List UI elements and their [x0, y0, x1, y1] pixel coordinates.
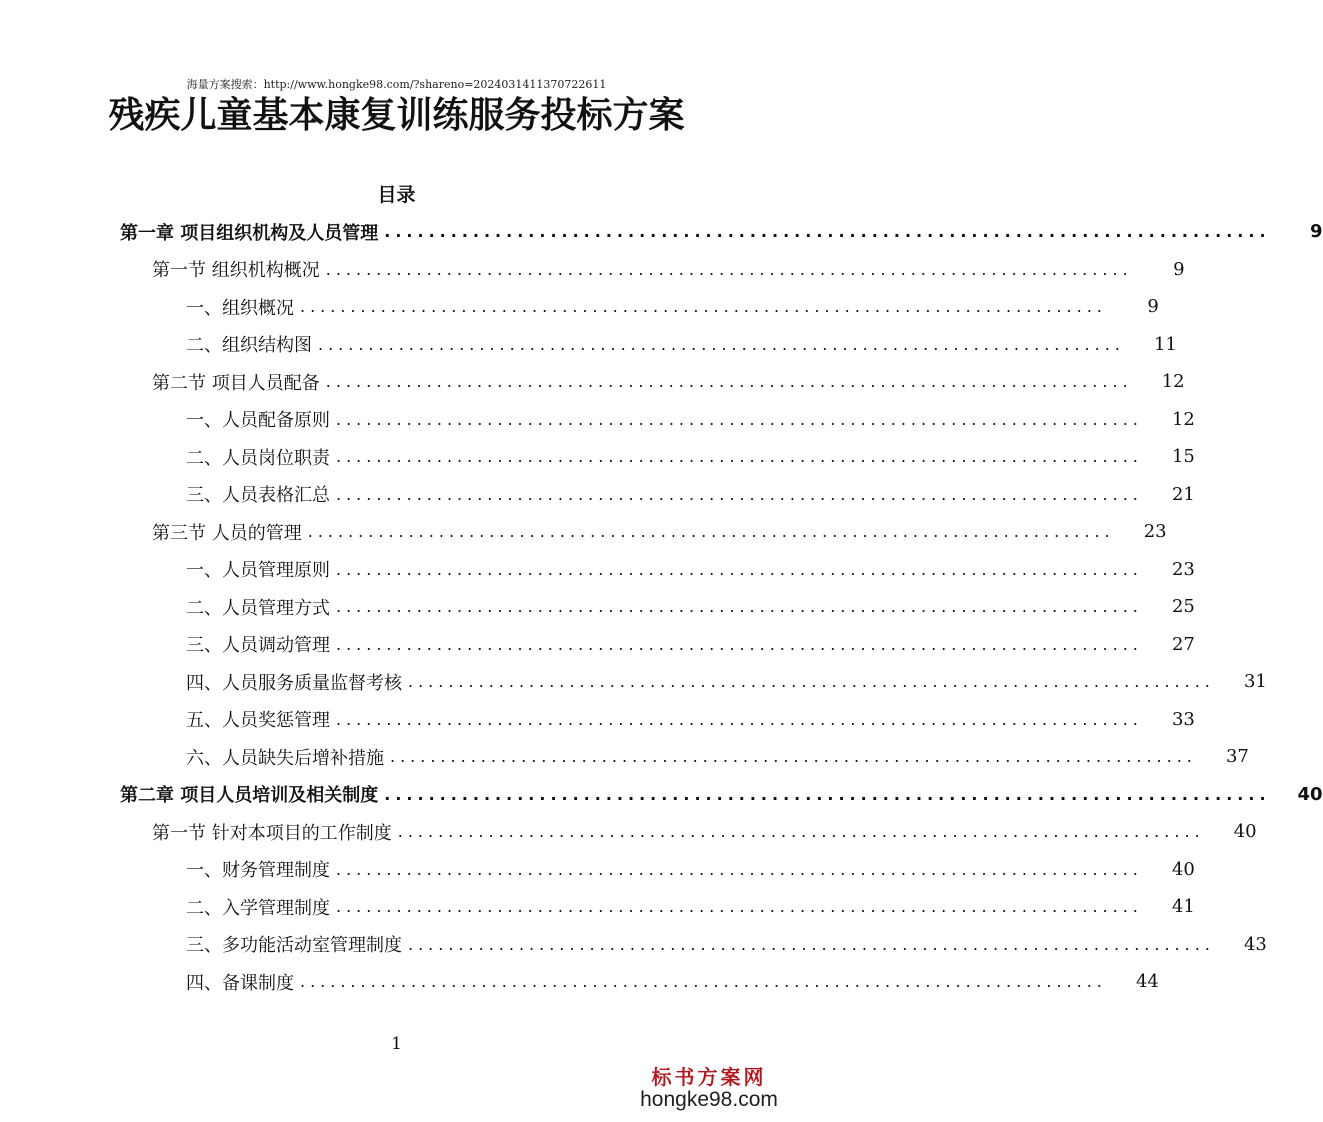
toc-dot-leader: ................................................................................ [307, 522, 1115, 542]
toc-dot-leader: ................................................................................ [384, 222, 1271, 242]
toc-entry-page: 25 [1171, 596, 1195, 618]
toc-entry[interactable] [186, 438, 1195, 476]
toc-entry[interactable] [186, 476, 1195, 514]
toc-dot-leader: ................................................................................ [390, 747, 1197, 767]
toc-entry[interactable] [120, 213, 1323, 251]
page-number: 1 [391, 1034, 402, 1054]
toc-entry[interactable] [186, 888, 1195, 926]
toc-dot-leader: ................................................................................ [336, 709, 1143, 729]
toc-entry[interactable] [152, 363, 1185, 401]
toc-dot-leader: ................................................................................ [318, 334, 1125, 354]
toc-dot-leader: ................................................................................ [336, 859, 1143, 879]
toc-dot-leader: ................................................................................ [397, 822, 1205, 842]
toc-entry[interactable] [186, 926, 1267, 964]
toc-entry-page: 12 [1161, 371, 1185, 393]
toc-entry[interactable] [186, 288, 1159, 326]
toc-entry-page: 44 [1135, 971, 1159, 993]
toc-entry-page: 9 [1147, 296, 1159, 318]
toc-entry[interactable] [152, 513, 1167, 551]
toc-entry-title: 三、人员调动管理 [186, 631, 336, 657]
toc-entry-title: 四、备课制度 [186, 969, 300, 995]
toc-entry-page: 40 [1171, 858, 1195, 880]
toc-entry-title: 第一节 针对本项目的工作制度 [152, 819, 398, 845]
document-title: 残疾儿童基本康复训练服务投标方案 [108, 95, 685, 136]
toc-entry-page: 37 [1225, 746, 1249, 768]
toc-entry-page: 23 [1171, 558, 1195, 580]
toc-entry-title: 第二章 项目人员培训及相关制度 [120, 781, 384, 807]
toc-entry-page: 21 [1171, 483, 1195, 505]
toc-entry-title: 第一章 项目组织机构及人员管理 [120, 219, 384, 245]
header-url-line: 海量方案搜索：http://www.hongke98.com/?shareno=2024031411370722611 [186, 78, 607, 91]
toc-entry-title: 五、人员奖惩管理 [186, 706, 336, 732]
toc-entry-page: 9 [1309, 221, 1323, 243]
toc-dot-leader: ................................................................................ [336, 897, 1143, 917]
toc-entry-title: 一、人员配备原则 [186, 406, 336, 432]
toc-entry[interactable] [152, 251, 1185, 289]
toc-dot-leader: ................................................................................ [336, 634, 1143, 654]
toc-entry-page: 43 [1243, 933, 1267, 955]
toc-entry-page: 27 [1171, 633, 1195, 655]
toc-entry[interactable] [186, 963, 1159, 1001]
toc-entry[interactable] [186, 326, 1177, 364]
toc-entry-title: 一、组织概况 [186, 294, 300, 320]
toc-dot-leader: ................................................................................ [336, 484, 1143, 504]
toc-dot-leader: ................................................................................ [408, 672, 1215, 692]
toc-entry-page: 33 [1171, 708, 1195, 730]
toc-entry-page: 31 [1243, 671, 1267, 693]
toc-entry[interactable] [120, 776, 1323, 814]
toc-entry-page: 40 [1233, 821, 1257, 843]
toc-dot-leader: ................................................................................ [408, 934, 1215, 954]
toc-heading: 目录 [377, 184, 416, 206]
toc-entry-page: 12 [1171, 408, 1195, 430]
toc-entry-page: 40 [1297, 783, 1323, 805]
toc-entry-title: 二、组织结构图 [186, 331, 318, 357]
toc-dot-leader: ................................................................................ [336, 597, 1143, 617]
toc-entry-page: 15 [1171, 446, 1195, 468]
toc-entry-page: 41 [1171, 896, 1195, 918]
toc-entry[interactable] [186, 401, 1195, 439]
toc-dot-leader: ................................................................................ [325, 372, 1133, 392]
toc-entry[interactable] [152, 813, 1257, 851]
toc-entry-title: 三、多功能活动室管理制度 [186, 931, 408, 957]
toc-entry-title: 二、人员管理方式 [186, 594, 336, 620]
toc-entry-page: 23 [1143, 521, 1167, 543]
watermark-en-text: hongke98.com [640, 1088, 778, 1111]
toc-entry-title: 二、人员岗位职责 [186, 444, 336, 470]
toc-entry-title: 二、入学管理制度 [186, 894, 336, 920]
toc-dot-leader: ................................................................................ [384, 784, 1271, 804]
toc-dot-leader: ................................................................................ [336, 559, 1143, 579]
toc-entry[interactable] [186, 738, 1249, 776]
toc-entry[interactable] [186, 588, 1195, 626]
toc-dot-leader: ................................................................................ [336, 409, 1143, 429]
toc-entry[interactable] [186, 663, 1267, 701]
site-watermark-logo [639, 1061, 779, 1112]
toc-dot-leader: ................................................................................ [300, 297, 1107, 317]
toc-entry-title: 三、人员表格汇总 [186, 481, 336, 507]
toc-entry-page: 9 [1173, 258, 1185, 280]
toc-entry[interactable] [186, 701, 1195, 739]
toc-dot-leader: ................................................................................ [325, 259, 1133, 279]
toc-entry[interactable] [186, 626, 1195, 664]
toc-dot-leader: ................................................................................ [336, 447, 1143, 467]
toc-entry-title: 第三节 人员的管理 [152, 519, 308, 545]
table-of-contents [0, 213, 1323, 1001]
toc-entry-title: 四、人员服务质量监督考核 [186, 669, 408, 695]
toc-entry-title: 第一节 组织机构概况 [152, 256, 326, 282]
toc-entry[interactable] [186, 551, 1195, 589]
toc-entry-title: 第二节 项目人员配备 [152, 369, 326, 395]
toc-entry-title: 六、人员缺失后增补措施 [186, 744, 390, 770]
toc-dot-leader: ................................................................................ [300, 972, 1107, 992]
toc-entry-title: 一、财务管理制度 [186, 856, 336, 882]
toc-entry[interactable] [186, 851, 1195, 889]
toc-entry-page: 11 [1153, 333, 1177, 355]
watermark-cn-text: 标书方案网 [651, 1065, 767, 1089]
toc-entry-title: 一、人员管理原则 [186, 556, 336, 582]
